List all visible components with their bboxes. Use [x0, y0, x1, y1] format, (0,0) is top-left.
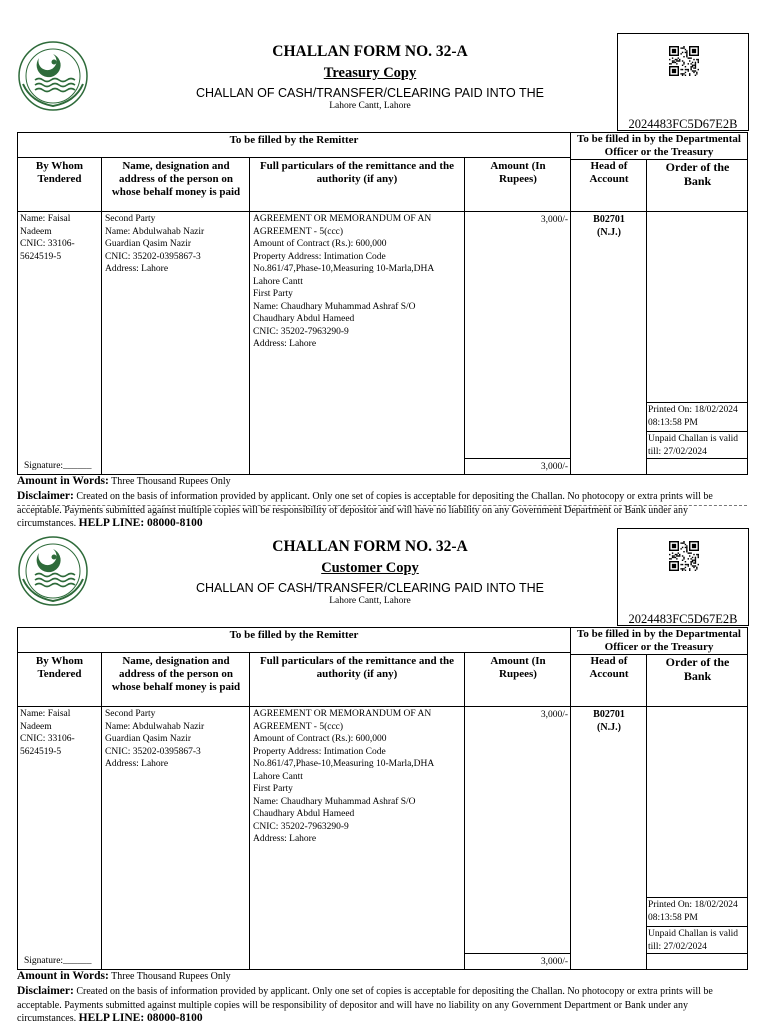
cell-line: Address: Lahore	[253, 834, 317, 844]
cell-line: Name: Chaudhary Muhammad Ashraf S/O	[253, 796, 416, 807]
cell-line: Lahore Cantt	[253, 276, 303, 287]
cell-line: till: 27/02/2024	[648, 446, 707, 457]
col-particulars-header: Full particulars of the remittance and the authority (if any)	[259, 160, 455, 185]
cell-line: AGREEMENT OR MEMORANDUM OF AN	[253, 709, 432, 719]
total-amount: 3,000/-	[540, 957, 568, 967]
words-value: Three Thousand Rupees Only	[111, 476, 231, 487]
grid-line	[646, 926, 748, 927]
grid-line	[101, 652, 102, 970]
cell-line: AGREEMENT - 5(ccc)	[253, 226, 344, 237]
printed-on	[648, 899, 748, 924]
grid-line	[17, 157, 570, 158]
col-amount-header: Amount (In Rupees)	[490, 160, 546, 185]
grid-line	[646, 159, 647, 475]
psid-box	[617, 528, 749, 626]
cell-line: Address: Lahore	[105, 264, 169, 274]
grid-line	[646, 953, 748, 954]
words-label: Amount in Words:	[17, 970, 109, 982]
qr-code-icon	[669, 46, 699, 76]
grid-line	[646, 431, 748, 432]
printed-on	[648, 404, 748, 429]
treasury-location: Lahore Cantt, Lahore	[329, 596, 411, 606]
col-head-header: Head of Account	[589, 160, 629, 185]
valid-till	[648, 928, 748, 953]
disclaimer-text: Created on the basis of information provided by applicant. Only one set of copies is acceptable for depositing the Challan. No photocopy or extra prints will be acceptable. Payments submitted against multiple copies will be responsibility of depositor and will have no liability on any Government Department or Bank under any circumstances.	[17, 491, 713, 529]
col-head-header: Head of Account	[589, 655, 629, 680]
psid-code: 2024483FC5D67E2B	[628, 612, 738, 626]
disclaimer	[17, 490, 747, 531]
grid-line	[646, 654, 647, 970]
particulars-cell	[253, 708, 464, 846]
helpline: HELP LINE: 08000-8100	[78, 1012, 203, 1024]
head-code: B02701	[593, 709, 625, 720]
head-of-account-code	[572, 709, 646, 734]
treasury-copy-section	[0, 31, 768, 531]
grid-line	[464, 953, 570, 954]
challan-subtitle: CHALLAN OF CASH/TRANSFER/CLEARING PAID INTO THE	[196, 86, 544, 100]
cell-line: Name: Abdulwahab Nazir	[105, 721, 205, 732]
psid-code: 2024483FC5D67E2B	[628, 117, 738, 131]
head-code: B02701	[593, 214, 625, 225]
cell-line: CNIC: 35202-0395867-3	[105, 746, 201, 757]
words-value: Three Thousand Rupees Only	[111, 971, 231, 982]
particulars-cell	[253, 213, 464, 351]
qr-code-icon	[669, 541, 699, 571]
cell-line: CNIC: 33106-	[20, 734, 75, 744]
grid-line	[646, 897, 748, 898]
col-amount-header: Amount (In Rupees)	[490, 655, 546, 680]
amount-in-words	[17, 970, 231, 982]
col-by-whom-header: By Whom Tendered	[35, 655, 84, 680]
col-name-header: Name, designation and address of the person on whose behalf money is paid	[111, 160, 241, 198]
form-title: CHALLAN FORM NO. 32-A	[272, 43, 468, 60]
cell-line: 5624519-5	[20, 251, 62, 262]
treasury-location: Lahore Cantt, Lahore	[329, 101, 411, 111]
by-whom-cell	[20, 213, 100, 263]
disclaimer	[17, 985, 747, 1026]
cell-line: AGREEMENT OR MEMORANDUM OF AN	[253, 214, 432, 224]
disclaimer-label: Disclaimer:	[17, 985, 74, 997]
words-label: Amount in Words:	[17, 475, 109, 487]
cell-line: Lahore Cantt	[253, 771, 303, 782]
cell-line: Property Address: Intimation Code	[253, 746, 386, 757]
name-address-cell	[105, 708, 249, 771]
col-particulars-header: Full particulars of the remittance and the authority (if any)	[259, 655, 455, 680]
cell-line: Guardian Qasim Nazir	[105, 239, 191, 249]
cell-line: Name: Faisal	[20, 214, 71, 224]
col-name-header: Name, designation and address of the person on whose behalf money is paid	[111, 655, 241, 693]
cell-line: No.861/47,Phase-10,Measuring 10-Marla,DHA	[253, 759, 435, 769]
departmental-header: To be filled in by the Departmental Officer or the Treasury	[577, 133, 741, 158]
psid-box	[617, 33, 749, 131]
head-of-account-code	[572, 214, 646, 239]
cell-line: Amount of Contract (Rs.): 600,000	[253, 239, 387, 249]
amount-in-words	[17, 475, 231, 487]
grid-line	[17, 211, 748, 212]
helpline: HELP LINE: 08000-8100	[78, 517, 203, 529]
head-sub: (N.J.)	[597, 721, 621, 733]
cell-line: 5624519-5	[20, 746, 62, 757]
grid-line	[570, 132, 571, 475]
disclaimer-text: Created on the basis of information provided by applicant. Only one set of copies is acceptable for depositing the Challan. No photocopy or extra prints will be acceptable. Payments submitted against multiple copies will be responsibility of depositor and will have no liability on any Government Department or Bank under any circumstances.	[17, 986, 713, 1024]
signature-line: Signature:______	[24, 956, 92, 966]
grid-line	[646, 402, 748, 403]
cell-line: CNIC: 35202-7963290-9	[253, 821, 349, 832]
challan-subtitle: CHALLAN OF CASH/TRANSFER/CLEARING PAID INTO THE	[196, 581, 544, 595]
grid-line	[249, 157, 250, 475]
cell-line: Guardian Qasim Nazir	[105, 734, 191, 744]
grid-line	[464, 157, 465, 475]
cell-line: Chaudhary Abdul Hameed	[253, 314, 355, 324]
amount-value: 3,000/-	[540, 710, 568, 720]
col-order-header: Order of the Bank	[665, 160, 730, 188]
cell-line: Unpaid Challan is valid	[648, 434, 738, 444]
cell-line: CNIC: 35202-7963290-9	[253, 326, 349, 337]
customer-copy-section	[0, 526, 768, 1026]
grid-line	[17, 706, 748, 707]
cell-line: 08:13:58 PM	[648, 417, 698, 428]
cell-line: AGREEMENT - 5(ccc)	[253, 721, 344, 732]
cell-line: Second Party	[105, 214, 156, 224]
cell-line: CNIC: 35202-0395867-3	[105, 251, 201, 262]
cell-line: CNIC: 33106-	[20, 239, 75, 249]
cell-line: Chaudhary Abdul Hameed	[253, 809, 355, 819]
grid-line	[249, 652, 250, 970]
cut-line	[17, 505, 747, 506]
col-by-whom-header: By Whom Tendered	[35, 160, 84, 185]
disclaimer-label: Disclaimer:	[17, 490, 74, 502]
cell-line: Nadeem	[20, 721, 52, 732]
cell-line: Name: Chaudhary Muhammad Ashraf S/O	[253, 301, 416, 312]
cell-line: Name: Abdulwahab Nazir	[105, 226, 205, 237]
by-whom-cell	[20, 708, 100, 758]
departmental-header: To be filled in by the Departmental Officer or the Treasury	[577, 628, 741, 653]
cell-line: Unpaid Challan is valid	[648, 929, 738, 939]
head-sub: (N.J.)	[597, 226, 621, 238]
cell-line: No.861/47,Phase-10,Measuring 10-Marla,DHA	[253, 264, 435, 274]
cell-line: Name: Faisal	[20, 709, 71, 719]
col-order-header: Order of the Bank	[665, 655, 730, 683]
cell-line: Printed On: 18/02/2024	[648, 405, 738, 415]
cell-line: First Party	[253, 784, 293, 794]
cell-line: Printed On: 18/02/2024	[648, 900, 738, 910]
cell-line: 08:13:58 PM	[648, 912, 698, 923]
valid-till	[648, 433, 748, 458]
grid-line	[17, 652, 570, 653]
signature-line: Signature:______	[24, 461, 92, 471]
name-address-cell	[105, 213, 249, 276]
copy-type-label: Customer Copy	[321, 560, 419, 576]
cell-line: till: 27/02/2024	[648, 941, 707, 952]
cell-line: Address: Lahore	[253, 339, 317, 349]
cell-line: Second Party	[105, 709, 156, 719]
cell-line: Address: Lahore	[105, 759, 169, 769]
grid-line	[464, 652, 465, 970]
total-amount: 3,000/-	[540, 462, 568, 472]
grid-line	[464, 458, 570, 459]
copy-type-label: Treasury Copy	[323, 65, 417, 81]
remitter-header: To be filled by the Remitter	[229, 134, 359, 146]
cell-line: Property Address: Intimation Code	[253, 251, 386, 262]
cell-line: First Party	[253, 289, 293, 299]
cell-line: Nadeem	[20, 226, 52, 237]
form-title: CHALLAN FORM NO. 32-A	[272, 538, 468, 555]
grid-line	[101, 157, 102, 475]
amount-value: 3,000/-	[540, 215, 568, 225]
cell-line: Amount of Contract (Rs.): 600,000	[253, 734, 387, 744]
remitter-header: To be filled by the Remitter	[229, 629, 359, 641]
grid-line	[646, 458, 748, 459]
grid-line	[570, 627, 571, 970]
